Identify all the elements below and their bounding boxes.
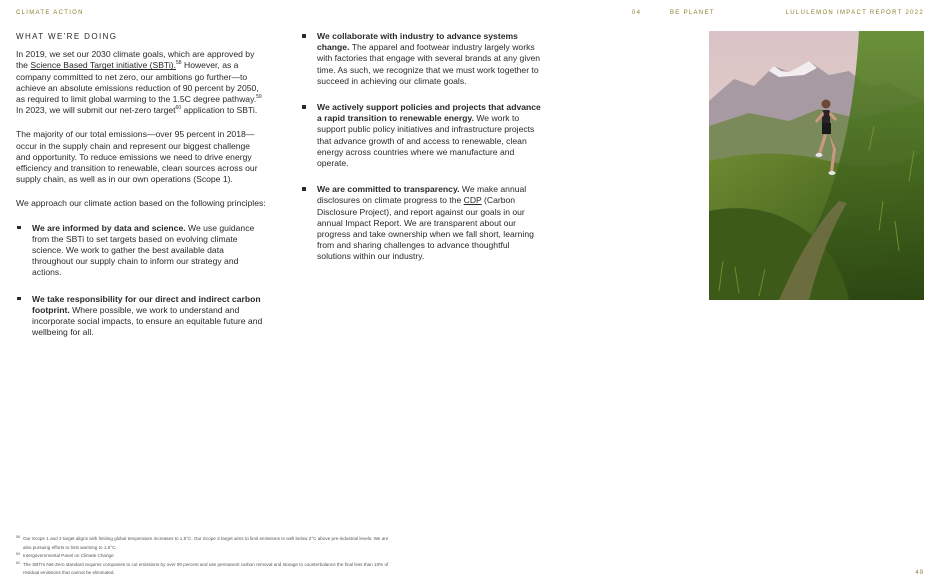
principle-title: We are informed by data and science.	[32, 222, 186, 233]
principle-title: We are committed to transparency.	[317, 184, 460, 195]
footnote-text: Intergovernmental Panel on Climate Change	[23, 553, 114, 558]
section-heading: WHAT WE'RE DOING	[16, 32, 118, 41]
sbti-link[interactable]: Science Based Target initiative (SBTi).	[30, 60, 177, 71]
principle-text: We make annual disclosures on climate progress to the	[317, 184, 527, 206]
principle-item	[301, 184, 541, 262]
section-title: CLIMATE ACTION	[16, 10, 84, 16]
page-number: 49	[915, 570, 924, 576]
principle-item	[16, 294, 266, 339]
principle-text: We work to support public policy initiatives and infrastructure projects that advance growth of and access to renewable, clean energy across countries where we manufacture and operate.	[317, 113, 535, 169]
report-title: LULULEMON IMPACT REPORT 2022	[785, 10, 924, 16]
intro-text: In 2023, we will submit our net-zero target	[16, 105, 176, 116]
footnote-ref[interactable]: 59	[256, 94, 262, 101]
footnotes	[16, 535, 396, 578]
principle-text: The apparel and footwear industry largely works with factories that engage with several brands at any given time. As such, we recognize that we must work together to succeed in achieving our climate goals.	[317, 42, 541, 86]
principles-list-continued	[301, 31, 541, 263]
intro-paragraph	[16, 49, 266, 116]
intro-text: application to SBTi.	[181, 105, 258, 116]
left-column	[16, 31, 266, 353]
principle-title: We take responsibility for our direct and indirect carbon footprint.	[32, 293, 261, 315]
principle-text: We use guidance from the SBTi to set targets based on evolving climate science. We work to gather the best available data throughout our supply chain to inform our strategy and actions.	[32, 222, 255, 278]
intro-text: However, as a company committed to net zero, our ambitions go further—to achieve an absolute emissions reduction of 90 percent by 2050, as required to limit global warming to the 1.5C degree pathway.	[16, 60, 259, 105]
emissions-paragraph: The majority of our total emissions—over 95 percent in 2018—occur in the supply chain and represent our biggest challenge and opportunity. To reduce emissions we need to drive energy efficiency and transition to renewable, clean sources across our supply chain, as well as in our own operations (Scope 1).	[16, 129, 258, 185]
right-column	[301, 31, 541, 278]
footnote: 60 The SBTi's Net-Zero standard requires companies to cut emissions by over 90 percent and use permanent carbon removal and storage to counterbalance the final less than 10% of residual emissions that cannot be eliminated.	[16, 560, 389, 575]
principle-item	[301, 31, 541, 87]
footnote-ref[interactable]: 58	[176, 60, 182, 67]
principle-item	[16, 223, 266, 279]
principle-text: (Carbon Disclosure Project), and report against our goals in our annual Impact Report. We are transparent about our progress and take ownership when we fall short, learning from and sharing challenges to advance thoughtful solutions within our industry.	[317, 195, 534, 262]
principle-title: We actively support policies and projects that advance a rapid transition to renewable energy.	[317, 102, 541, 124]
footnote-ref[interactable]: 60	[175, 105, 182, 112]
footnote: 59 Intergovernmental Panel on Climate Change	[16, 552, 114, 558]
chapter-title: BE PLANET	[670, 10, 715, 16]
principles-intro: We approach our climate action based on the following principles:	[16, 198, 266, 209]
principle-text: Where possible, we work to understand and incorporate social impacts, to ensure an equitable future and wellbeing for all.	[32, 304, 263, 338]
chapter-number: 04	[632, 10, 642, 16]
cdp-link[interactable]: CDP	[463, 195, 482, 206]
footnote: 58 Our Scope 1 and 2 target aligns with limiting global temperature increases to 1.5°C. Our Scope 3 target aims to limit emissions to well below 2°C above pre-industrial levels. We are also pursuing efforts to limit warming to 1.5°C.	[16, 535, 389, 550]
footnote-text: Our Scope 1 and 2 target aligns with limiting global temperature increases to 1.5°C. Our Scope 3 target aims to limit emissions to well below 2°C above pre-industrial levels. We are also pursuing efforts to limit warming to 1.5°C.	[23, 536, 389, 550]
intro-text: In 2019, we set our 2030 climate goals, which are approved by the	[16, 49, 255, 71]
principle-title: We collaborate with industry to advance systems change.	[317, 31, 518, 53]
runner-photo	[709, 31, 924, 300]
principle-item	[301, 102, 541, 169]
footnote-text: The SBTi's Net-Zero standard requires companies to cut emissions by over 90 percent and use permanent carbon removal and storage to counterbalance the final less than 10% of residual emissions that cannot be eliminated.	[23, 561, 389, 575]
principles-list	[16, 223, 266, 339]
